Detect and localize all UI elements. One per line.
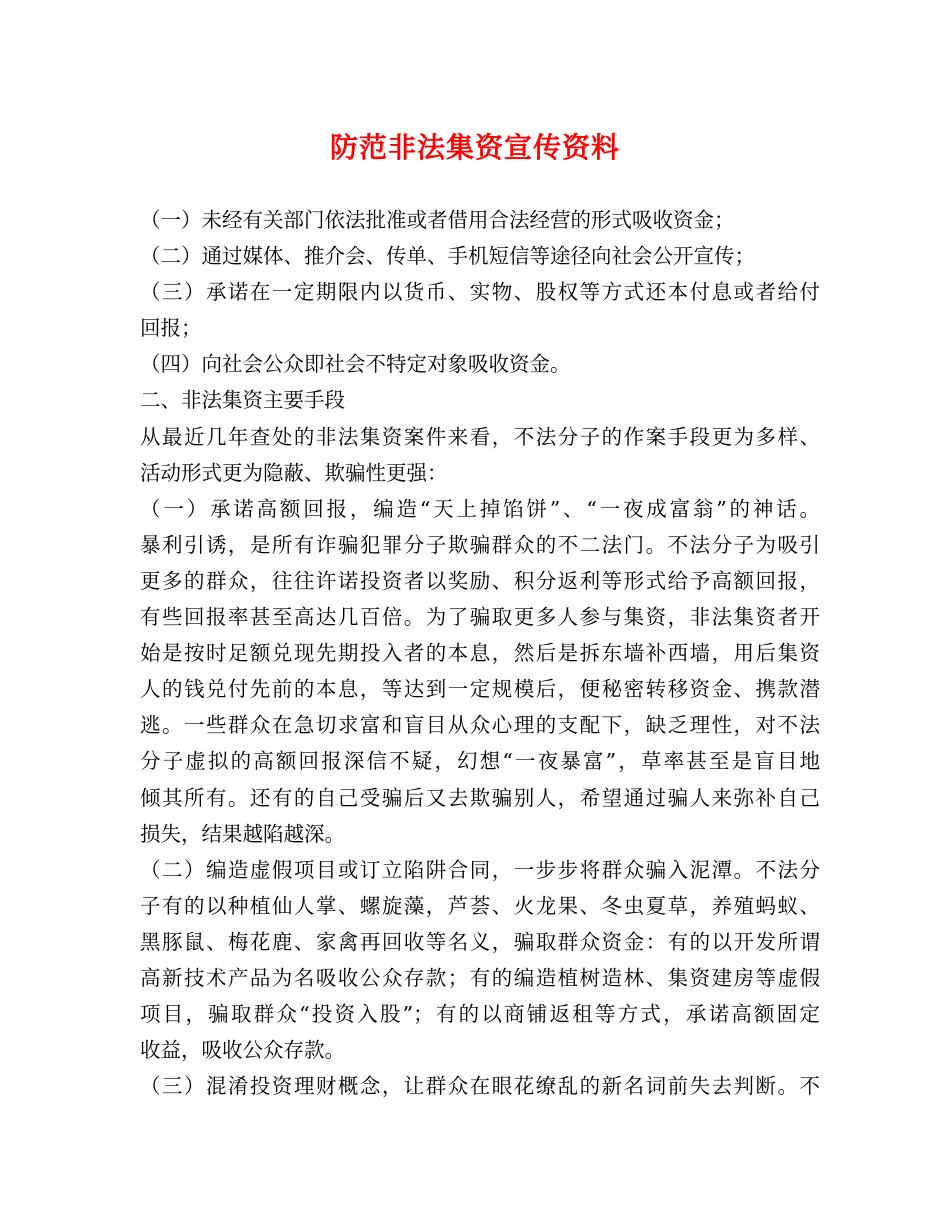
body-line: 高新技术产品为名吸收公众存款；有的编造植树造林、集资建房等虚假 (140, 965, 820, 990)
body-line: 项目，骗取群众“投资入股”；有的以商铺返租等方式，承诺高额固定 (140, 1002, 820, 1027)
body-line: （二）编造虚假项目或订立陷阱合同，一步步将群众骗入泥潭。不法分 (140, 857, 820, 882)
body-line: （四）向社会公众即社会不特定对象吸收资金。 (140, 352, 571, 377)
document-title: 防范非法集资宣传资料 (329, 131, 620, 164)
body-line: （三）承诺在一定期限内以货币、实物、股权等方式还本付息或者给付 (140, 280, 820, 305)
body-line: （三）混淆投资理财概念，让群众在眼花缭乱的新名词前失去判断。不 (140, 1074, 820, 1099)
body-line: 倾其所有。还有的自己受骗后又去欺骗别人，希望通过骗人来弥补自己 (140, 785, 820, 810)
body-line: 分子虚拟的高额回报深信不疑，幻想“一夜暴富”，草率甚至是盲目地 (140, 749, 820, 774)
body-line: 有些回报率甚至高达几百倍。为了骗取更多人参与集资，非法集资者开 (140, 605, 820, 630)
body-line: 活动形式更为隐蔽、欺骗性更强： (140, 460, 448, 485)
document-body (140, 202, 820, 1104)
body-line: 始是按时足额兑现先期投入者的本息，然后是拆东墙补西墙，用后集资 (140, 641, 820, 666)
body-line: （一）承诺高额回报，编造“天上掉馅饼”、“一夜成富翁”的神话。 (140, 496, 820, 521)
body-line: 收益，吸收公众存款。 (140, 1038, 345, 1063)
body-line: 更多的群众，往往许诺投资者以奖励、积分返利等形式给予高额回报， (140, 568, 820, 593)
body-line: 人的钱兑付先前的本息，等达到一定规模后，便秘密转移资金、携款潜 (140, 677, 820, 702)
body-line: 暴利引诱，是所有诈骗犯罪分子欺骗群众的不二法门。不法分子为吸引 (140, 532, 820, 557)
body-line: 从最近几年查处的非法集资案件来看，不法分子的作案手段更为多样、 (140, 424, 820, 449)
body-line: 黑豚鼠、梅花鹿、家禽再回收等名义，骗取群众资金：有的以开发所谓 (140, 929, 820, 954)
body-line: 回报； (140, 316, 202, 341)
body-line: 损失，结果越陷越深。 (140, 821, 345, 846)
body-line: （一）未经有关部门依法批准或者借用合法经营的形式吸收资金； (140, 208, 735, 232)
body-line: 二、非法集资主要手段 (140, 388, 345, 413)
body-line: 逃。一些群众在急切求富和盲目从众心理的支配下，缺乏理性，对不法 (140, 713, 820, 738)
body-line: 子有的以种植仙人掌、螺旋藻，芦荟、火龙果、冬虫夏草，养殖蚂蚁、 (140, 893, 820, 918)
body-line: （二）通过媒体、推介会、传单、手机短信等途径向社会公开宣传； (140, 244, 755, 269)
